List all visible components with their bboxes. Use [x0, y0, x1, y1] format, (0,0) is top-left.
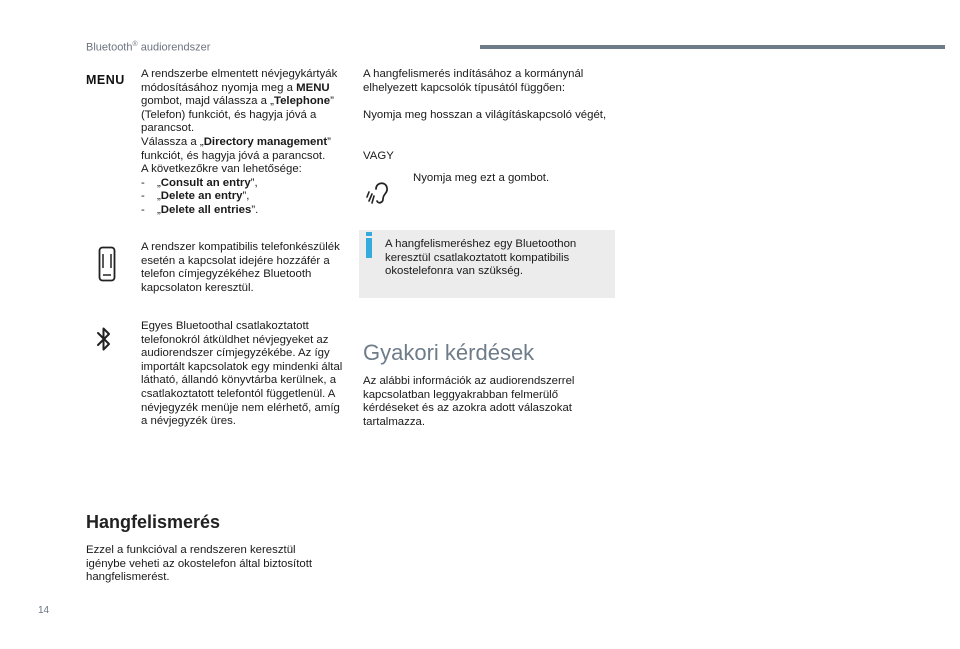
menu-icon: MENU [86, 73, 125, 87]
list-item: - „Consult an entry”, [141, 176, 258, 189]
voice-start-text: A hangfelismerés indításához a kormánynál elhelyezett kapcsolók típusától függően: [363, 68, 584, 94]
page-number: 14 [38, 605, 50, 616]
phone-compatibility-text: A rendszer kompatibilis telefonkészülék esetén a kapcsolat idejére hozzáfér a telefon címjegyzékéhez Bluetooth kapcsolaton keresztül. [141, 241, 340, 294]
bluetooth-icon [96, 325, 112, 358]
header-accent-bar [480, 45, 945, 49]
or-text: VAGY [363, 150, 394, 162]
menu-paragraph-1: A rendszerbe elmentett névjegykártyák módosításához nyomja meg a MENU gombot, majd válassza a „Telephone” (Telefon) funkciót, és hagyja jóvá a parancsot. [141, 68, 338, 135]
voice-command-icon [366, 176, 396, 211]
menu-instructions [141, 68, 346, 218]
header-title-sup: ® [132, 41, 138, 48]
light-switch-text: Nyomja meg hosszan a világításkapcsoló végét, [363, 109, 607, 121]
voice-recognition-intro: Ezzel a funkcióval a rendszeren keresztül igénybe veheti az okostelefon által biztosított hangfelismerést. [86, 544, 313, 584]
section-heading-faq: Gyakori kérdések [363, 340, 535, 365]
info-marker-icon [366, 238, 372, 258]
bluetooth-import-text: Egyes Bluetoothal csatlakoztatott telefonokról átküldhet névjegyeket az audiorendszer címjegyzékébe. Az így importált kapcsolatok egy mindenki által látható, állandó könyvtárba kerülnek, a csatlakoztatott telefontól függetlenül. A névjegyzék menüje nem elérhető, amíg a névjegyzék üres. [141, 320, 343, 428]
header-title [86, 38, 210, 55]
faq-intro: Az alábbi információk az audiorendszerrel kapcsolatban leggyakrabban felmerülő kérdéseket és az azokra adott válaszokat tartalmazza. [363, 375, 575, 428]
list-item: - „Delete all entries”. [141, 203, 259, 216]
menu-paragraph-3: A következőkre van lehetősége: [141, 163, 302, 176]
header-title-main: Bluetooth [86, 41, 133, 54]
header-title-rest: audiorendszer [137, 41, 211, 54]
menu-paragraph-2: Válassza a „Directory management” funkciót, és hagyja jóvá a parancsot. [141, 135, 331, 162]
list-item: - „Delete an entry”, [141, 190, 250, 203]
section-heading-voice-recognition: Hangfelismerés [86, 512, 221, 532]
phone-icon [98, 246, 116, 287]
voice-button-text: Nyomja meg ezt a gombot. [413, 172, 550, 184]
info-box-text: A hangfelismeréshez egy Bluetoothon keresztül csatlakoztatott kompatibilis okostelefonra van szükség. [385, 238, 577, 278]
